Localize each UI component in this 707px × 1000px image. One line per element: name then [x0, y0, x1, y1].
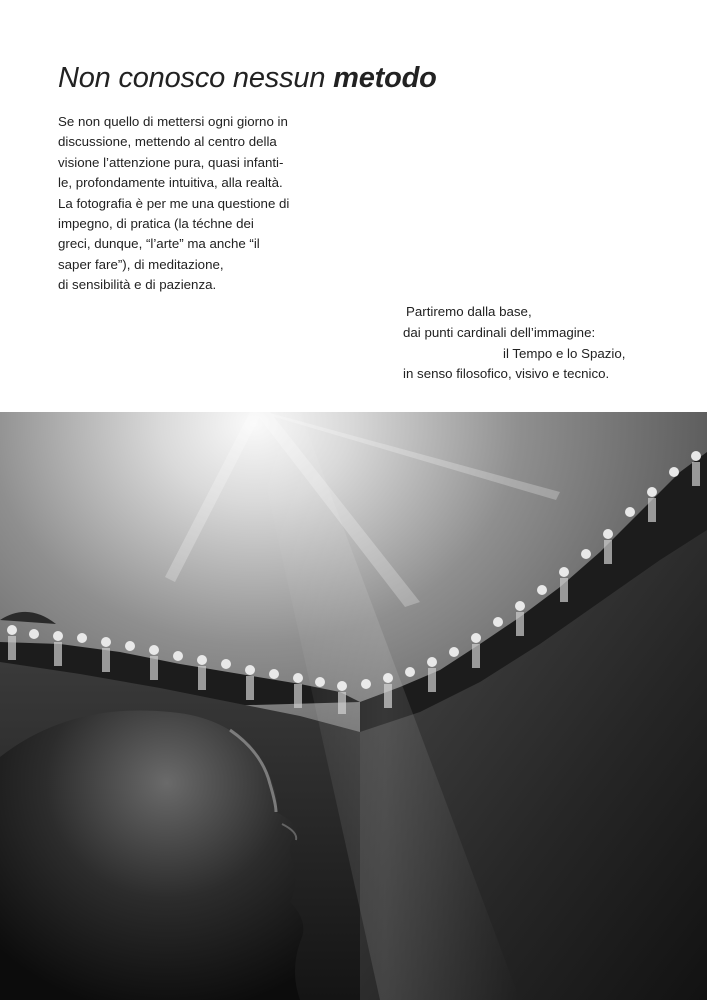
intro-line: impegno, di pratica (la téchne dei [58, 216, 254, 232]
quote-line: Partiremo dalla base, [406, 304, 532, 319]
quote-line: in senso filosofico, visivo e tecnico. [403, 366, 610, 382]
intro-paragraph [58, 112, 308, 296]
photograph [0, 412, 707, 1000]
quote-line: il Tempo e lo Spazio, [503, 345, 626, 361]
intro-line: La fotografia è per me una questione di [58, 195, 290, 211]
page-title [58, 60, 437, 96]
pull-quote [403, 302, 663, 385]
intro-line: di sensibilità e di pazienza. [58, 277, 217, 293]
intro-line: saper fare”), di meditazione, [58, 256, 224, 272]
intro-line: le, profondamente intuitiva, alla realtà. [58, 175, 283, 191]
intro-line: Se non quello di mettersi ogni giorno in [58, 114, 288, 129]
title-light: Non conosco nessun [58, 62, 334, 94]
intro-line: greci, dunque, “l’arte” ma anche “il [58, 236, 260, 252]
intro-line: visione l’attenzione pura, quasi infanti- [58, 154, 284, 170]
quote-line: dai punti cardinali dell’immagine: [403, 324, 596, 340]
photograph-illustration [0, 412, 707, 1000]
intro-line: discussione, mettendo al centro della [58, 134, 277, 150]
title-bold: metodo [333, 62, 437, 94]
